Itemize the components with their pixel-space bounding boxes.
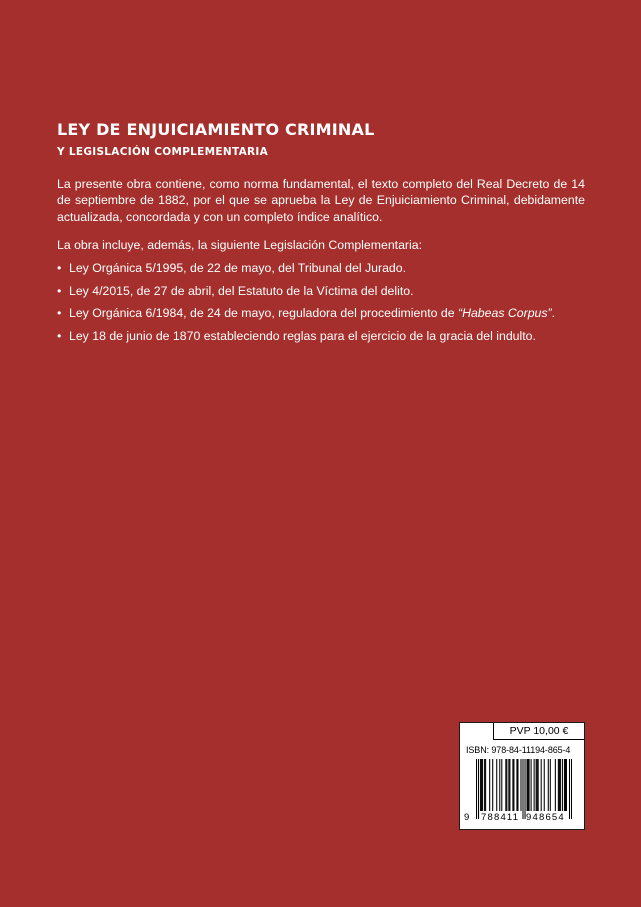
list-item-text: Ley 18 de junio de 1870 estableciendo reglas para el ejercicio de la gracia del indulto. (69, 328, 536, 343)
barcode-bar (508, 759, 509, 811)
list-item (57, 260, 555, 283)
intro-paragraph: La presente obra contiene, como norma fundamental, el texto completo del Real Decreto de 14 de septiembre de 1882, por el que se aprueba la Ley de Enjuiciamiento Criminal, debidamente actualizada, concordada y con un completo índice analítico. (57, 177, 585, 224)
list-item-text: Ley 4/2015, de 27 de abril, del Estatuto de la Víctima del delito. (69, 283, 414, 298)
price-tag: PVP 10,00 € (493, 723, 584, 740)
barcode-bar (501, 759, 502, 811)
book-title: LEY DE ENJUICIAMIENTO CRIMINAL (57, 120, 375, 139)
includes-heading: La obra incluye, además, la siguiente Legislación Complementaria: (57, 238, 423, 252)
barcode-bar (544, 759, 545, 811)
barcode-digits-left: 788411 (481, 812, 520, 823)
barcode-bar (541, 759, 542, 811)
list-item-italic: “Habeas Corpus” (457, 306, 552, 320)
bullet-icon: • (57, 328, 62, 343)
list-item (57, 283, 555, 306)
barcode-bar (509, 759, 510, 811)
barcode-bar (550, 759, 551, 811)
list-item (57, 305, 555, 328)
barcode-bar (478, 759, 479, 819)
barcode-bar (480, 759, 481, 811)
barcode-digits-right: 948654 (526, 812, 565, 823)
barcode-bar (520, 759, 521, 811)
barcode-bar (492, 759, 493, 811)
barcode-bar (499, 759, 500, 811)
barcode-bar (560, 759, 561, 811)
barcode-bar (484, 759, 485, 811)
isbn-text: ISBN: 978-84-11194-865-4 (466, 745, 571, 755)
barcode-bar (564, 759, 565, 811)
book-subtitle: Y LEGISLACIÓN COMPLEMENTARIA (57, 146, 269, 158)
barcode-image (476, 759, 572, 819)
barcode-bar (505, 759, 506, 811)
barcode-bar (489, 759, 490, 811)
barcode-bar (555, 759, 556, 811)
list-item-text: Ley Orgánica 6/1984, de 24 de mayo, reguladora del procedimiento de (69, 306, 458, 320)
barcode-bar (534, 759, 535, 811)
barcode-bar (482, 759, 483, 811)
barcode-label (459, 722, 585, 830)
list-item-end: . (551, 306, 556, 320)
barcode-bar (548, 759, 549, 811)
barcode-bar (528, 759, 529, 811)
barcode-bar (485, 759, 486, 811)
barcode-bar (481, 759, 482, 811)
barcode-bar (506, 759, 507, 811)
bullet-icon: • (57, 283, 62, 298)
barcode-bar (512, 759, 513, 811)
barcode-bar (537, 759, 538, 811)
barcode-bar (531, 759, 532, 811)
barcode-bar (496, 759, 497, 811)
barcode-bar (558, 759, 559, 811)
barcode-bar (566, 759, 567, 811)
list-item-text: Ley Orgánica 5/1995, de 22 de mayo, del Tribunal del Jurado. (69, 261, 407, 275)
barcode-bar (538, 759, 539, 811)
barcode-bar (569, 759, 570, 819)
barcode-bar (513, 759, 514, 811)
bullet-icon: • (57, 261, 62, 275)
barcode-bar (565, 759, 566, 811)
barcode-bar (517, 759, 518, 811)
barcode-bar (571, 759, 572, 819)
bullet-icon: • (57, 306, 62, 320)
barcode-bar (476, 759, 477, 819)
legislation-list (57, 260, 555, 350)
barcode-bar (559, 759, 560, 811)
barcode-bar (527, 759, 528, 811)
barcode-digit-first: 9 (464, 812, 470, 823)
barcode-bar (536, 759, 537, 811)
barcode-bar (562, 759, 563, 811)
barcode-bar (516, 759, 517, 811)
barcode-bar (525, 759, 526, 819)
list-item (57, 328, 555, 351)
barcode-bar (522, 759, 523, 819)
barcode-bar (529, 759, 530, 811)
